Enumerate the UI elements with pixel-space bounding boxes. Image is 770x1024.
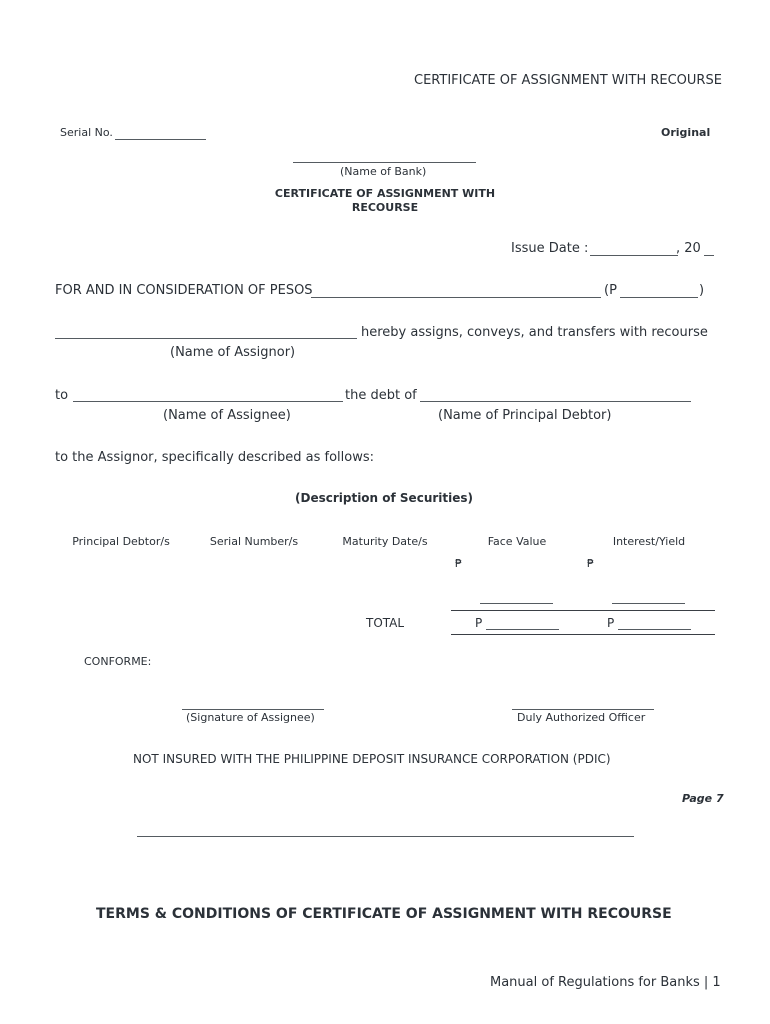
principal-debtor-field[interactable] <box>420 401 691 402</box>
assignor-caption: (Name of Assignor) <box>170 345 296 360</box>
terms-heading: TERMS & CONDITIONS OF CERTIFICATE OF ASSIGNMENT WITH RECOURSE <box>96 906 672 922</box>
peso-close: ) <box>699 283 705 298</box>
face-value-total-field[interactable] <box>486 629 559 630</box>
assignor-name-field[interactable] <box>55 338 357 339</box>
issue-year-field[interactable] <box>704 255 714 256</box>
debt-of-label: the debt of <box>345 388 417 403</box>
column-header-interest-yield: Interest/Yield <box>612 535 686 548</box>
amount-in-figures-field[interactable] <box>620 297 698 298</box>
issue-date-field[interactable] <box>590 255 678 256</box>
to-label: to <box>55 388 69 403</box>
consideration-text: FOR AND IN CONSIDERATION OF PESOS <box>55 283 313 298</box>
column-header-serial-number: Serial Number/s <box>209 535 299 548</box>
document-title: CERTIFICATE OF ASSIGNMENT WITH RECOURSE <box>414 73 722 88</box>
certificate-heading-line1: CERTIFICATE OF ASSIGNMENT WITH <box>274 187 496 200</box>
amount-in-words-field[interactable] <box>311 297 601 298</box>
assignee-name-field[interactable] <box>73 401 343 402</box>
securities-heading: (Description of Securities) <box>295 491 474 505</box>
serial-no-field[interactable] <box>115 139 206 140</box>
pdic-notice: NOT INSURED WITH THE PHILIPPINE DEPOSIT INSURANCE CORPORATION (PDIC) <box>133 752 611 766</box>
assignee-signature-field[interactable] <box>182 709 324 710</box>
column-header-maturity-date: Maturity Date/s <box>342 535 428 548</box>
copy-type-label: Original <box>661 126 711 139</box>
page-separator <box>137 836 634 837</box>
conforme-label: CONFORME: <box>84 655 152 668</box>
column-header-face-value: Face Value <box>487 535 547 548</box>
serial-no-label: Serial No. <box>60 126 113 139</box>
face-value-total-prefix: P <box>475 616 483 630</box>
principal-debtor-caption: (Name of Principal Debtor) <box>438 408 612 423</box>
bank-name-field[interactable] <box>293 162 476 163</box>
certificate-heading-line2: RECOURSE <box>351 201 419 214</box>
interest-total-prefix: P <box>607 616 615 630</box>
face-value-currency: ₱ <box>455 557 462 570</box>
officer-signature-field[interactable] <box>512 709 654 710</box>
interest-currency: ₱ <box>587 557 594 570</box>
officer-signature-caption: Duly Authorized Officer <box>517 711 646 724</box>
assignee-caption: (Name of Assignee) <box>163 408 291 423</box>
bank-name-caption: (Name of Bank) <box>340 165 427 178</box>
interest-total-field[interactable] <box>618 629 691 630</box>
page-number: Page 7 <box>682 792 724 805</box>
assignee-signature-caption: (Signature of Assignee) <box>186 711 315 724</box>
total-top-rule <box>451 610 715 611</box>
face-value-subtotal-field[interactable] <box>480 603 553 604</box>
total-label: TOTAL <box>366 616 405 630</box>
assignor-clause: hereby assigns, conveys, and transfers with recourse <box>361 325 708 340</box>
description-intro: to the Assignor, specifically described as follows: <box>55 450 375 465</box>
interest-subtotal-field[interactable] <box>612 603 685 604</box>
column-header-principal-debtor: Principal Debtor/s <box>72 535 170 548</box>
footer-manual-reference: Manual of Regulations for Banks | 1 <box>490 975 721 990</box>
issue-date-label: Issue Date : <box>511 241 589 256</box>
issue-year-prefix: , 20 <box>676 241 701 256</box>
total-bottom-rule <box>451 634 715 635</box>
peso-open: (P <box>604 283 617 298</box>
